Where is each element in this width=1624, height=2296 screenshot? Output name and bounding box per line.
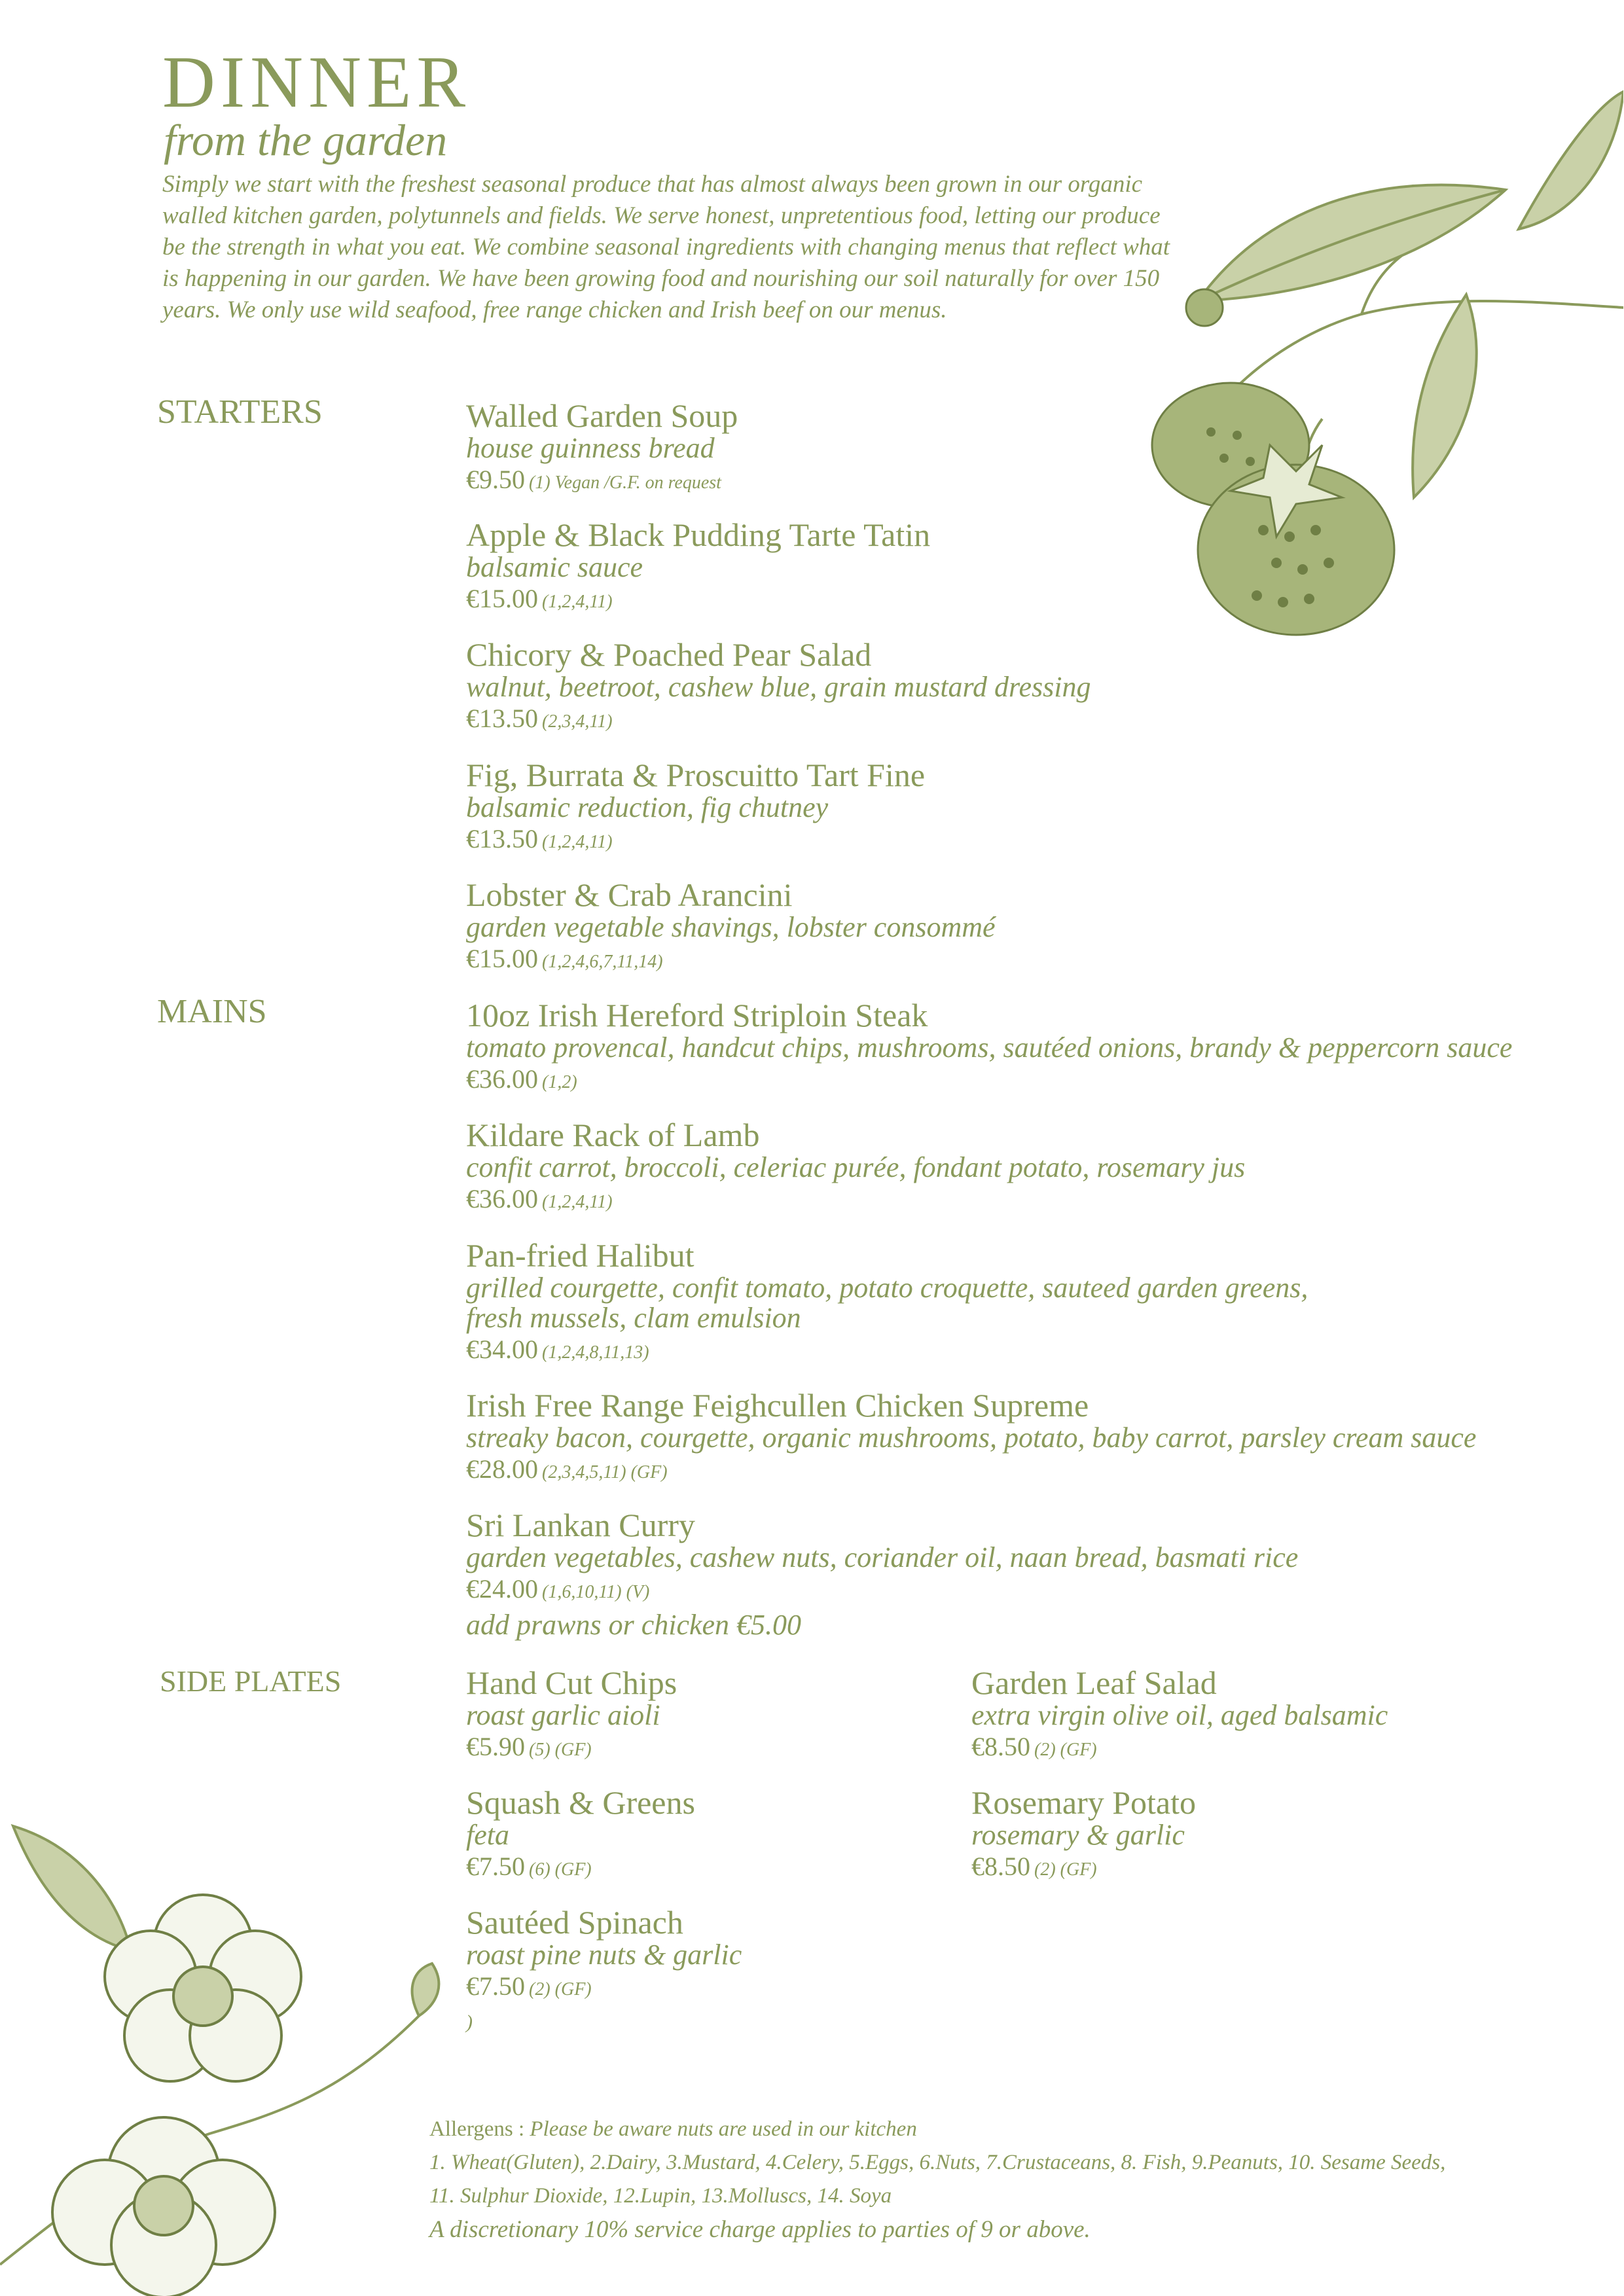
item-name: Chicory & Poached Pear Salad: [466, 636, 872, 673]
stray-text: ): [466, 2011, 473, 2033]
item-name: Walled Garden Soup: [466, 397, 738, 434]
allergen-info: [429, 2113, 1445, 2246]
item-name: Garden Leaf Salad: [971, 1664, 1217, 1701]
item-description: roast garlic aioli: [466, 1699, 660, 1731]
item-description: garden vegetable shavings, lobster consommé: [466, 911, 996, 943]
menu-item: [466, 1785, 695, 1886]
item-description-continued: fresh mussels, clam emulsion: [466, 1302, 801, 1334]
menu-item: [466, 1388, 1476, 1489]
allergen-list-line-1: 1. Wheat(Gluten), 2.Dairy, 3.Mustard, 4.Celery, 5.Eggs, 6.Nuts, 7.Crustaceans, 8. Fish, 9.Peanuts, 10. Sesame Seeds,: [429, 2151, 1446, 2174]
item-description: roast pine nuts & garlic: [466, 1939, 742, 1971]
item-price: €15.00: [466, 944, 538, 973]
wild-rose-illustration: [0, 1820, 458, 2296]
menu-item: [466, 517, 930, 619]
item-price: €36.00: [466, 1064, 538, 1094]
menu-item: [466, 757, 925, 859]
menu-item: [466, 1117, 1245, 1219]
item-description: balsamic reduction, fig chutney: [466, 791, 829, 823]
item-name: Irish Free Range Feighcullen Chicken Supreme: [466, 1387, 1089, 1424]
item-allergen-codes: (1) Vegan /G.F. on request: [529, 473, 721, 493]
item-description: rosemary & garlic: [971, 1819, 1185, 1851]
item-description: house guinness bread: [466, 432, 715, 464]
item-price: €13.50: [466, 824, 538, 853]
item-allergen-codes: (1,6,10,11) (V): [542, 1582, 650, 1602]
item-name: Fig, Burrata & Proscuitto Tart Fine: [466, 757, 926, 793]
section-heading-mains: MAINS: [157, 993, 267, 1030]
item-price: €5.90: [466, 1732, 525, 1761]
item-price: €24.00: [466, 1574, 538, 1604]
menu-subtitle: from the garden: [164, 115, 448, 165]
item-price: €15.00: [466, 584, 538, 613]
section-heading-starters: STARTERS: [157, 393, 323, 431]
menu-item: [971, 1785, 1196, 1886]
item-allergen-codes: (2,3,4,11): [542, 711, 613, 732]
item-name: Lobster & Crab Arancini: [466, 876, 793, 913]
item-allergen-codes: (1,2,4,11): [542, 832, 613, 852]
menu-item: [971, 1665, 1388, 1767]
menu-item: [466, 997, 1512, 1099]
item-price: €13.50: [466, 704, 538, 733]
menu-item: [466, 1905, 742, 2039]
allergen-label: Allergens :: [429, 2117, 530, 2141]
item-allergen-codes: (1,2,4,11): [542, 1192, 613, 1212]
item-price: €8.50: [971, 1852, 1030, 1881]
menu-item: [466, 1665, 677, 1767]
item-name: Kildare Rack of Lamb: [466, 1117, 760, 1153]
item-name: Sri Lankan Curry: [466, 1507, 695, 1543]
item-description: streaky bacon, courgette, organic mushrooms, potato, baby carrot, parsley cream sauce: [466, 1422, 1477, 1454]
item-allergen-codes: (6) (GF): [529, 1859, 592, 1880]
item-price: €7.50: [466, 1971, 525, 2001]
intro-text: Simply we start with the freshest seasonal produce that has almost always been grown in our organic walled kitchen garden, polytunnels and fields. We serve honest, unpretentious food, letting our produce be the strength in what you eat. We combine seasonal ingredients with changing menus that reflect what is happening in our garden. We have been growing food and nourishing our soil naturally for over 150 years. We only use wild seafood, free range chicken and Irish beef on our menus.: [162, 171, 1170, 323]
item-description: tomato provencal, handcut chips, mushrooms, sautéed onions, brandy & peppercorn sauce: [466, 1031, 1513, 1064]
item-description: grilled courgette, confit tomato, potato croquette, sauteed garden greens,: [466, 1272, 1308, 1304]
menu-item: [466, 1238, 1308, 1369]
item-allergen-codes: (2) (GF): [529, 1979, 592, 2000]
item-name: Apple & Black Pudding Tarte Tatin: [466, 516, 931, 553]
allergen-list-line-2: 11. Sulphur Dioxide, 12.Lupin, 13.Molluscs, 14. Soya: [429, 2184, 892, 2208]
item-description: confit carrot, broccoli, celeriac purée, fondant potato, rosemary jus: [466, 1151, 1246, 1183]
service-charge-note: A discretionary 10% service charge applies to parties of 9 or above.: [429, 2216, 1091, 2243]
menu-item: [466, 637, 1091, 738]
item-allergen-codes: (2,3,4,5,11) (GF): [542, 1462, 668, 1482]
item-allergen-codes: (5) (GF): [529, 1740, 592, 1760]
item-description: walnut, beetroot, cashew blue, grain mustard dressing: [466, 671, 1091, 703]
item-addon: add prawns or chicken €5.00: [466, 1609, 802, 1641]
item-price: €8.50: [971, 1732, 1030, 1761]
item-allergen-codes: (1,2,4,6,7,11,14): [542, 952, 663, 972]
allergen-note: Please be aware nuts are used in our kitchen: [530, 2117, 917, 2141]
raspberry-branch-illustration: [1100, 79, 1623, 641]
item-name: Pan-fried Halibut: [466, 1237, 695, 1274]
item-description: balsamic sauce: [466, 551, 643, 583]
menu-title: DINNER: [162, 42, 471, 123]
item-allergen-codes: (2) (GF): [1034, 1740, 1097, 1760]
item-price: €28.00: [466, 1454, 538, 1484]
item-price: €7.50: [466, 1852, 525, 1881]
menu-item: [466, 1507, 1298, 1641]
item-description: feta: [466, 1819, 509, 1851]
item-name: Squash & Greens: [466, 1784, 695, 1821]
item-description: extra virgin olive oil, aged balsamic: [971, 1699, 1388, 1731]
item-price: €9.50: [466, 465, 525, 494]
item-description: garden vegetables, cashew nuts, coriander oil, naan bread, basmati rice: [466, 1541, 1299, 1573]
item-allergen-codes: (1,2,4,11): [542, 592, 613, 612]
item-price: €36.00: [466, 1184, 538, 1213]
item-name: Rosemary Potato: [971, 1784, 1197, 1821]
menu-item: [466, 398, 738, 499]
item-name: Hand Cut Chips: [466, 1664, 677, 1701]
item-name: Sautéed Spinach: [466, 1904, 683, 1941]
section-heading-sides: SIDE PLATES: [160, 1664, 342, 1698]
item-allergen-codes: (1,2): [542, 1072, 577, 1092]
item-price: €34.00: [466, 1335, 538, 1364]
menu-item: [466, 877, 996, 978]
item-allergen-codes: (2) (GF): [1034, 1859, 1097, 1880]
item-name: 10oz Irish Hereford Striploin Steak: [466, 997, 928, 1033]
item-allergen-codes: (1,2,4,8,11,13): [542, 1342, 649, 1363]
